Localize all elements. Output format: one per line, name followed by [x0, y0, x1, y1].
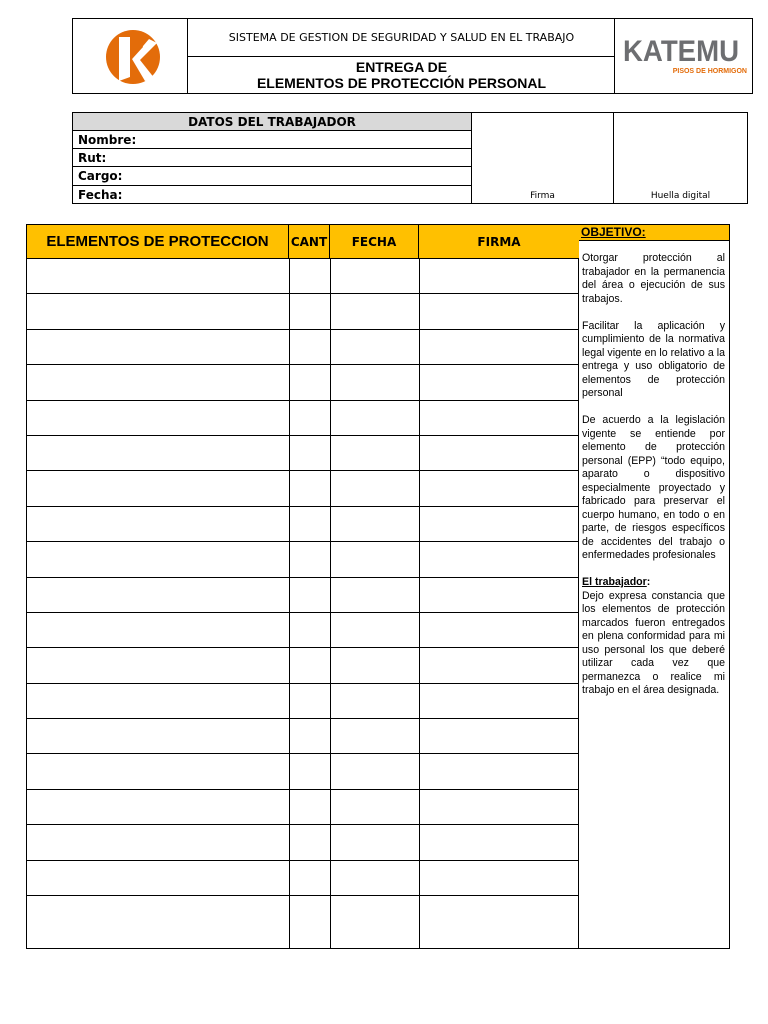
quantity-cell[interactable] — [289, 896, 330, 948]
date-cell[interactable] — [330, 365, 419, 400]
table-row — [27, 790, 578, 825]
table-row — [27, 648, 578, 683]
quantity-cell[interactable] — [289, 259, 330, 294]
signature-label: Firma — [530, 191, 555, 201]
element-cell[interactable] — [27, 861, 289, 896]
table-row — [27, 578, 578, 613]
worker-declaration-text: Dejo expresa constancia que los elementos de protección marcados fueron entregados en plena conformidad para mi uso personal los que deberé utilizar cada vez que permanezca o realice mi trabajo en el área designada. — [582, 589, 725, 696]
quantity-cell[interactable] — [289, 648, 330, 683]
quantity-cell[interactable] — [289, 471, 330, 506]
worker-heading-colon: : — [646, 576, 651, 588]
date-cell[interactable] — [330, 436, 419, 471]
signature-cell[interactable] — [419, 294, 579, 329]
title-cell — [188, 19, 615, 93]
worker-data-section — [72, 112, 472, 204]
table-row — [27, 684, 578, 719]
quantity-cell[interactable] — [289, 401, 330, 436]
signature-cell[interactable] — [419, 896, 579, 948]
quantity-cell[interactable] — [289, 436, 330, 471]
table-row — [27, 719, 578, 754]
table-row — [27, 365, 578, 400]
quantity-cell[interactable] — [289, 365, 330, 400]
document-title-line2: ELEMENTOS DE PROTECCIÓN PERSONAL — [256, 75, 547, 91]
date-cell[interactable] — [330, 613, 419, 648]
quantity-cell[interactable] — [289, 825, 330, 860]
date-cell[interactable] — [330, 754, 419, 789]
date-cell[interactable] — [330, 401, 419, 436]
logo-cell — [73, 19, 188, 93]
position-field[interactable]: Cargo: — [72, 166, 472, 186]
table-row — [27, 542, 578, 577]
objective-paragraph-3: De acuerdo a la legislación vigente se entiende por elemento de protección personal (EPP) “todo equipo, aparato o dispositivo especialmente proyectado y fabricado para preservar el cuerpo humano, en todo o en parte, de riesgos específicos de accidentes del trabajo o enfermedades profesionales — [582, 414, 725, 561]
quantity-cell[interactable] — [289, 861, 330, 896]
date-cell[interactable] — [330, 542, 419, 577]
element-cell[interactable] — [27, 684, 289, 719]
element-cell[interactable] — [27, 471, 289, 506]
element-cell[interactable] — [27, 719, 289, 754]
signature-cell[interactable] — [419, 719, 579, 754]
document-title-line1: ENTREGA DE — [355, 59, 448, 75]
element-cell[interactable] — [27, 294, 289, 329]
signature-cell[interactable] — [419, 330, 579, 365]
signature-cell[interactable] — [419, 471, 579, 506]
column-header-elements: ELEMENTOS DE PROTECCION — [27, 225, 289, 259]
quantity-cell[interactable] — [289, 507, 330, 542]
signature-cell[interactable] — [419, 365, 579, 400]
date-cell[interactable] — [330, 259, 419, 294]
signature-cell[interactable] — [419, 507, 579, 542]
date-cell[interactable] — [330, 648, 419, 683]
document-header — [72, 18, 753, 94]
table-row — [27, 861, 578, 896]
table-row — [27, 613, 578, 648]
system-title: SISTEMA DE GESTION DE SEGURIDAD Y SALUD EN EL TRABAJO — [188, 19, 615, 57]
date-cell[interactable] — [330, 719, 419, 754]
table-row — [27, 896, 578, 948]
fingerprint-box[interactable] — [613, 112, 748, 204]
signature-cell[interactable] — [419, 825, 579, 860]
worker-declaration-heading — [582, 576, 725, 590]
element-cell[interactable] — [27, 401, 289, 436]
signature-cell[interactable] — [419, 436, 579, 471]
date-cell[interactable] — [330, 471, 419, 506]
table-row — [27, 401, 578, 436]
element-cell[interactable] — [27, 648, 289, 683]
signature-cell[interactable] — [419, 401, 579, 436]
quantity-cell[interactable] — [289, 613, 330, 648]
column-header-date: FECHA — [330, 225, 419, 259]
quantity-cell[interactable] — [289, 754, 330, 789]
date-cell[interactable] — [330, 578, 419, 613]
table-row — [27, 436, 578, 471]
objective-panel — [579, 224, 730, 949]
element-cell[interactable] — [27, 578, 289, 613]
signature-cell[interactable] — [419, 613, 579, 648]
signature-cell[interactable] — [419, 790, 579, 825]
katemu-k-logo-icon — [105, 29, 161, 85]
date-cell[interactable] — [330, 330, 419, 365]
element-cell[interactable] — [27, 754, 289, 789]
element-cell[interactable] — [27, 330, 289, 365]
signature-cell[interactable] — [419, 578, 579, 613]
fingerprint-label: Huella digital — [650, 191, 711, 201]
date-cell[interactable] — [330, 507, 419, 542]
element-cell[interactable] — [27, 365, 289, 400]
signature-cell[interactable] — [419, 754, 579, 789]
worker-heading-text: El trabajador — [582, 576, 647, 588]
quantity-cell[interactable] — [289, 330, 330, 365]
element-cell[interactable] — [27, 613, 289, 648]
element-cell[interactable] — [27, 436, 289, 471]
quantity-cell[interactable] — [289, 578, 330, 613]
date-field[interactable]: Fecha: — [72, 185, 472, 204]
column-header-quantity: CANT — [289, 225, 330, 259]
date-cell[interactable] — [330, 790, 419, 825]
signature-cell[interactable] — [419, 648, 579, 683]
element-cell[interactable] — [27, 825, 289, 860]
rut-field[interactable]: Rut: — [72, 148, 472, 167]
element-cell[interactable] — [27, 507, 289, 542]
signature-cell[interactable] — [419, 542, 579, 577]
table-row — [27, 471, 578, 506]
quantity-cell[interactable] — [289, 542, 330, 577]
element-cell[interactable] — [27, 259, 289, 294]
quantity-cell[interactable] — [289, 719, 330, 754]
name-field[interactable]: Nombre: — [72, 130, 472, 149]
table-row — [27, 259, 578, 294]
quantity-cell[interactable] — [289, 294, 330, 329]
table-row — [27, 330, 578, 365]
brand-cell — [615, 19, 752, 93]
objective-paragraph-1: Otorgar protección al trabajador en la permanencia del área o ejecución de sus trabajos. — [582, 252, 725, 305]
worker-data-title: DATOS DEL TRABAJADOR — [72, 112, 472, 131]
objective-title: OBJETIVO: — [579, 225, 729, 241]
objective-text — [582, 252, 725, 711]
brand-tagline: PISOS DE HORMIGON — [672, 68, 747, 75]
date-cell[interactable] — [330, 825, 419, 860]
signature-box[interactable] — [471, 112, 614, 204]
table-row — [27, 754, 578, 789]
date-cell[interactable] — [330, 861, 419, 896]
table-row — [27, 507, 578, 542]
signature-cell[interactable] — [419, 684, 579, 719]
quantity-cell[interactable] — [289, 684, 330, 719]
signature-cell[interactable] — [419, 259, 579, 294]
brand-name: KATEMU — [623, 35, 740, 68]
table-row — [27, 294, 578, 329]
date-cell[interactable] — [330, 294, 419, 329]
document-title — [188, 57, 615, 93]
objective-paragraph-2: Facilitar la aplicación y cumplimiento de la normativa legal vigente en lo relativo a la entrega y uso obligatorio de elementos de protección personal — [582, 319, 725, 399]
date-cell[interactable] — [330, 896, 419, 948]
element-cell[interactable] — [27, 896, 289, 948]
signature-cell[interactable] — [419, 861, 579, 896]
protection-elements-table — [26, 224, 579, 949]
element-cell[interactable] — [27, 542, 289, 577]
table-row — [27, 825, 578, 860]
date-cell[interactable] — [330, 684, 419, 719]
element-cell[interactable] — [27, 790, 289, 825]
column-header-signature: FIRMA — [419, 225, 579, 259]
quantity-cell[interactable] — [289, 790, 330, 825]
